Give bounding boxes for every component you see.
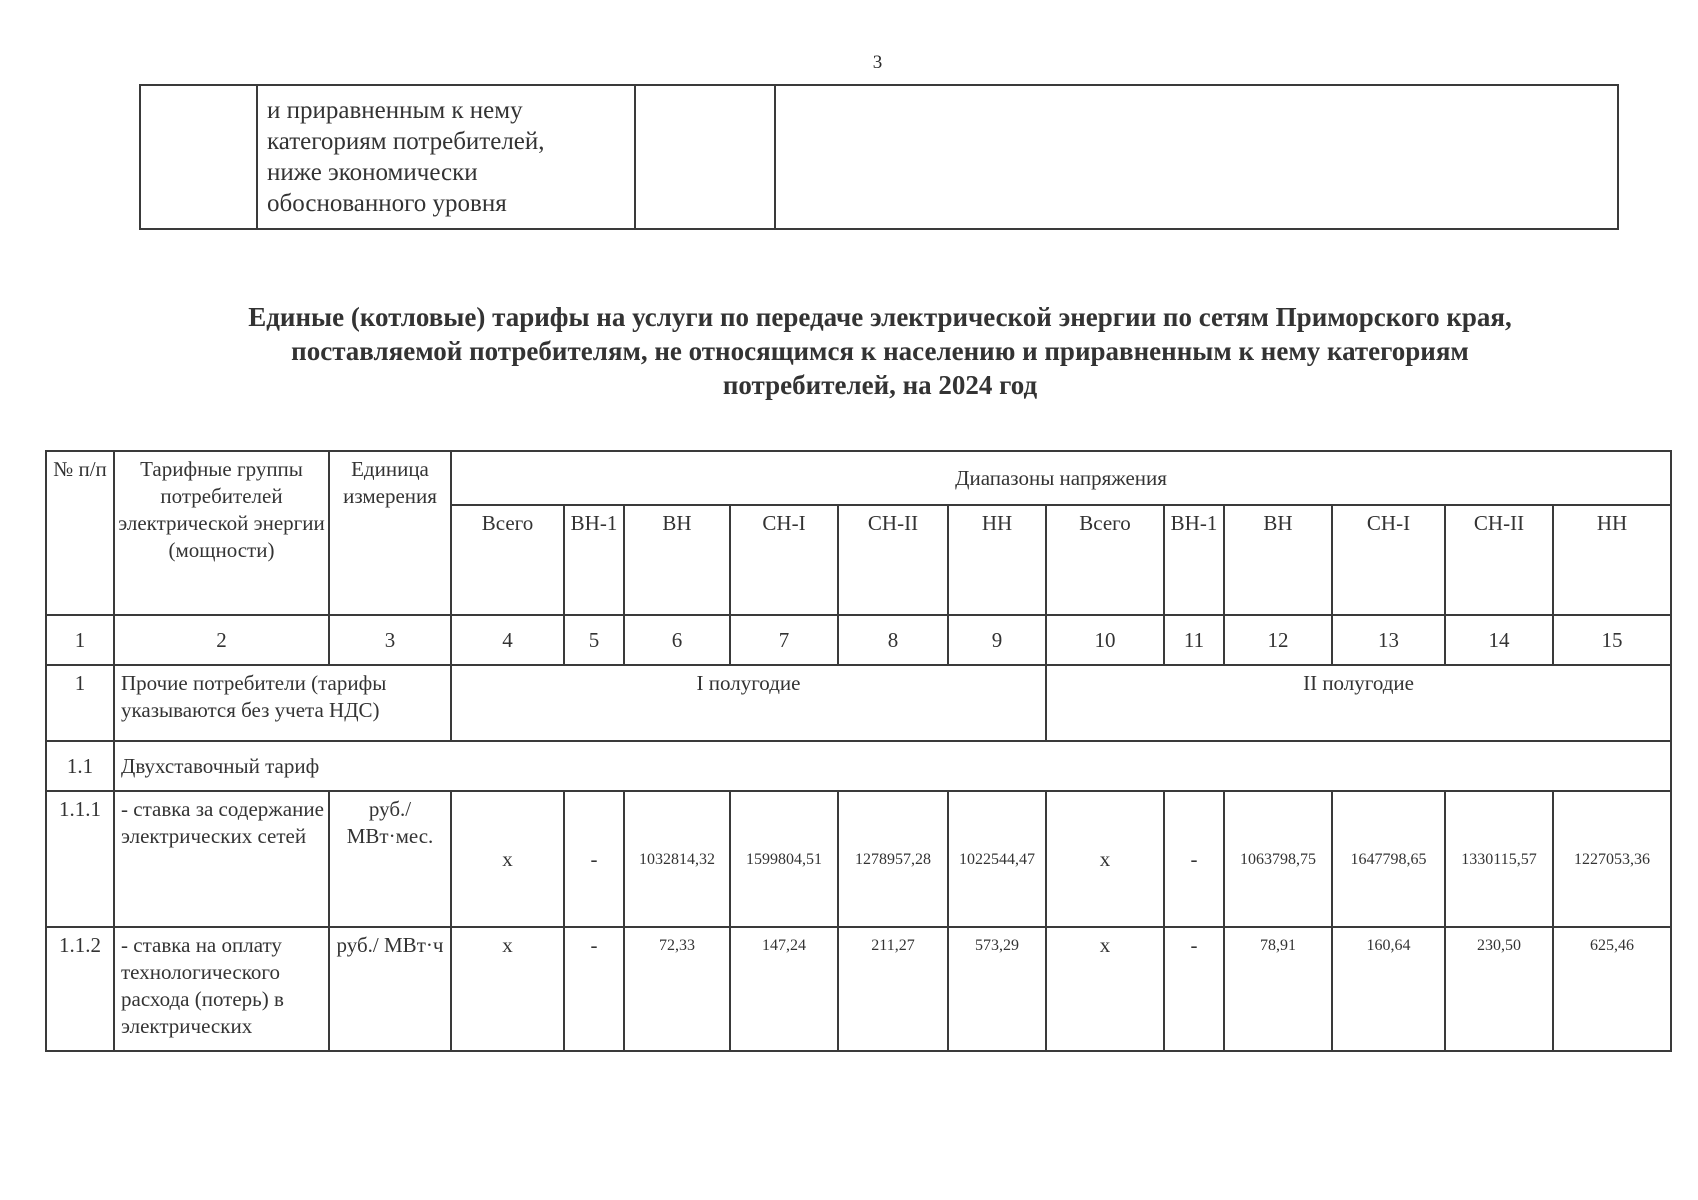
row-num: 1 (46, 665, 114, 741)
row-num: 1.1.2 (46, 927, 114, 1051)
cell-value: x (1046, 927, 1164, 1051)
header-voltage: СН-I (1332, 505, 1445, 615)
row-unit: руб./ МВт·мес. (329, 791, 451, 927)
cell-value: 147,24 (730, 927, 838, 1051)
column-number: 2 (114, 615, 329, 665)
header-groups: Тарифные группы потребителей электрической энергии (мощности) (114, 451, 329, 615)
cell-value: 211,27 (838, 927, 948, 1051)
heading-line: потребителей, на 2024 год (722, 370, 1038, 400)
cell-value: x (451, 927, 564, 1051)
continuation-cell-unit (635, 85, 775, 229)
cell-value: x (451, 791, 564, 927)
cell-value: x (1046, 791, 1164, 927)
row-label: - ставка за содержание электрических сетей (114, 791, 329, 927)
subsection-label: Двухставочный тариф (114, 741, 1671, 791)
cell-value: 160,64 (1332, 927, 1445, 1051)
column-number: 8 (838, 615, 948, 665)
continuation-text-line: обоснованного уровня (267, 190, 507, 217)
cell-value: 625,46 (1553, 927, 1671, 1051)
table-row (46, 927, 1671, 1051)
header-voltage-ranges: Диапазоны напряжения (451, 451, 1671, 505)
continuation-table (139, 84, 1619, 230)
column-number: 4 (451, 615, 564, 665)
table-row (46, 741, 1671, 791)
column-number: 13 (1332, 615, 1445, 665)
cell-value: 1330115,57 (1445, 791, 1553, 927)
continuation-cell-text (257, 85, 635, 229)
header-voltage: ВН-1 (1164, 505, 1224, 615)
header-voltage: ВН (624, 505, 730, 615)
row-unit: руб./ МВт·ч (329, 927, 451, 1051)
cell-value: 72,33 (624, 927, 730, 1051)
cell-value: - (564, 927, 624, 1051)
column-number: 3 (329, 615, 451, 665)
row-label: - ставка на оплату технологического расхода (потерь) в электрических (114, 927, 329, 1051)
header-voltage: ВН (1224, 505, 1332, 615)
cell-value: 1278957,28 (838, 791, 948, 927)
half-year-2: II полугодие (1046, 665, 1671, 741)
header-voltage: Всего (1046, 505, 1164, 615)
header-voltage: СН-II (838, 505, 948, 615)
cell-value: 1227053,36 (1553, 791, 1671, 927)
continuation-cell-num (140, 85, 257, 229)
cell-value: - (1164, 791, 1224, 927)
document-heading (140, 300, 1620, 402)
table-row (46, 791, 1671, 927)
cell-value: 1063798,75 (1224, 791, 1332, 927)
header-voltage: ВН-1 (564, 505, 624, 615)
section-label: Прочие потребители (тарифы указываются без учета НДС) (114, 665, 451, 741)
cell-value: 1022544,47 (948, 791, 1046, 927)
header-voltage: НН (1553, 505, 1671, 615)
page-number: 3 (872, 52, 883, 73)
continuation-text-line: ниже экономически (267, 159, 478, 186)
column-number: 11 (1164, 615, 1224, 665)
column-number: 12 (1224, 615, 1332, 665)
cell-value: 1032814,32 (624, 791, 730, 927)
heading-line: поставляемой потребителям, не относящимся к населению и приравненным к нему категориям (291, 336, 1469, 366)
column-number: 14 (1445, 615, 1553, 665)
cell-value: 1647798,65 (1332, 791, 1445, 927)
column-number: 15 (1553, 615, 1671, 665)
column-number: 10 (1046, 615, 1164, 665)
column-number: 7 (730, 615, 838, 665)
continuation-cell-values (775, 85, 1618, 229)
cell-value: - (1164, 927, 1224, 1051)
tariff-table (45, 450, 1672, 1052)
header-unit: Единица измерения (329, 451, 451, 615)
row-num: 1.1.1 (46, 791, 114, 927)
header-voltage: Всего (451, 505, 564, 615)
cell-value: - (564, 791, 624, 927)
cell-value: 1599804,51 (730, 791, 838, 927)
header-voltage: СН-I (730, 505, 838, 615)
column-number: 1 (46, 615, 114, 665)
column-number: 6 (624, 615, 730, 665)
continuation-text-line: категориям потребителей, (267, 128, 545, 155)
continuation-text-line: и приравненным к нему (267, 97, 523, 124)
header-voltage: СН-II (1445, 505, 1553, 615)
half-year-1: I полугодие (451, 665, 1046, 741)
column-number: 9 (948, 615, 1046, 665)
row-num: 1.1 (46, 741, 114, 791)
column-number: 5 (564, 615, 624, 665)
heading-line: Единые (котловые) тарифы на услуги по передаче электрической энергии по сетям Приморского края, (248, 302, 1512, 332)
table-row (46, 665, 1671, 741)
cell-value: 573,29 (948, 927, 1046, 1051)
header-voltage: НН (948, 505, 1046, 615)
header-num: № п/п (46, 451, 114, 615)
cell-value: 78,91 (1224, 927, 1332, 1051)
cell-value: 230,50 (1445, 927, 1553, 1051)
